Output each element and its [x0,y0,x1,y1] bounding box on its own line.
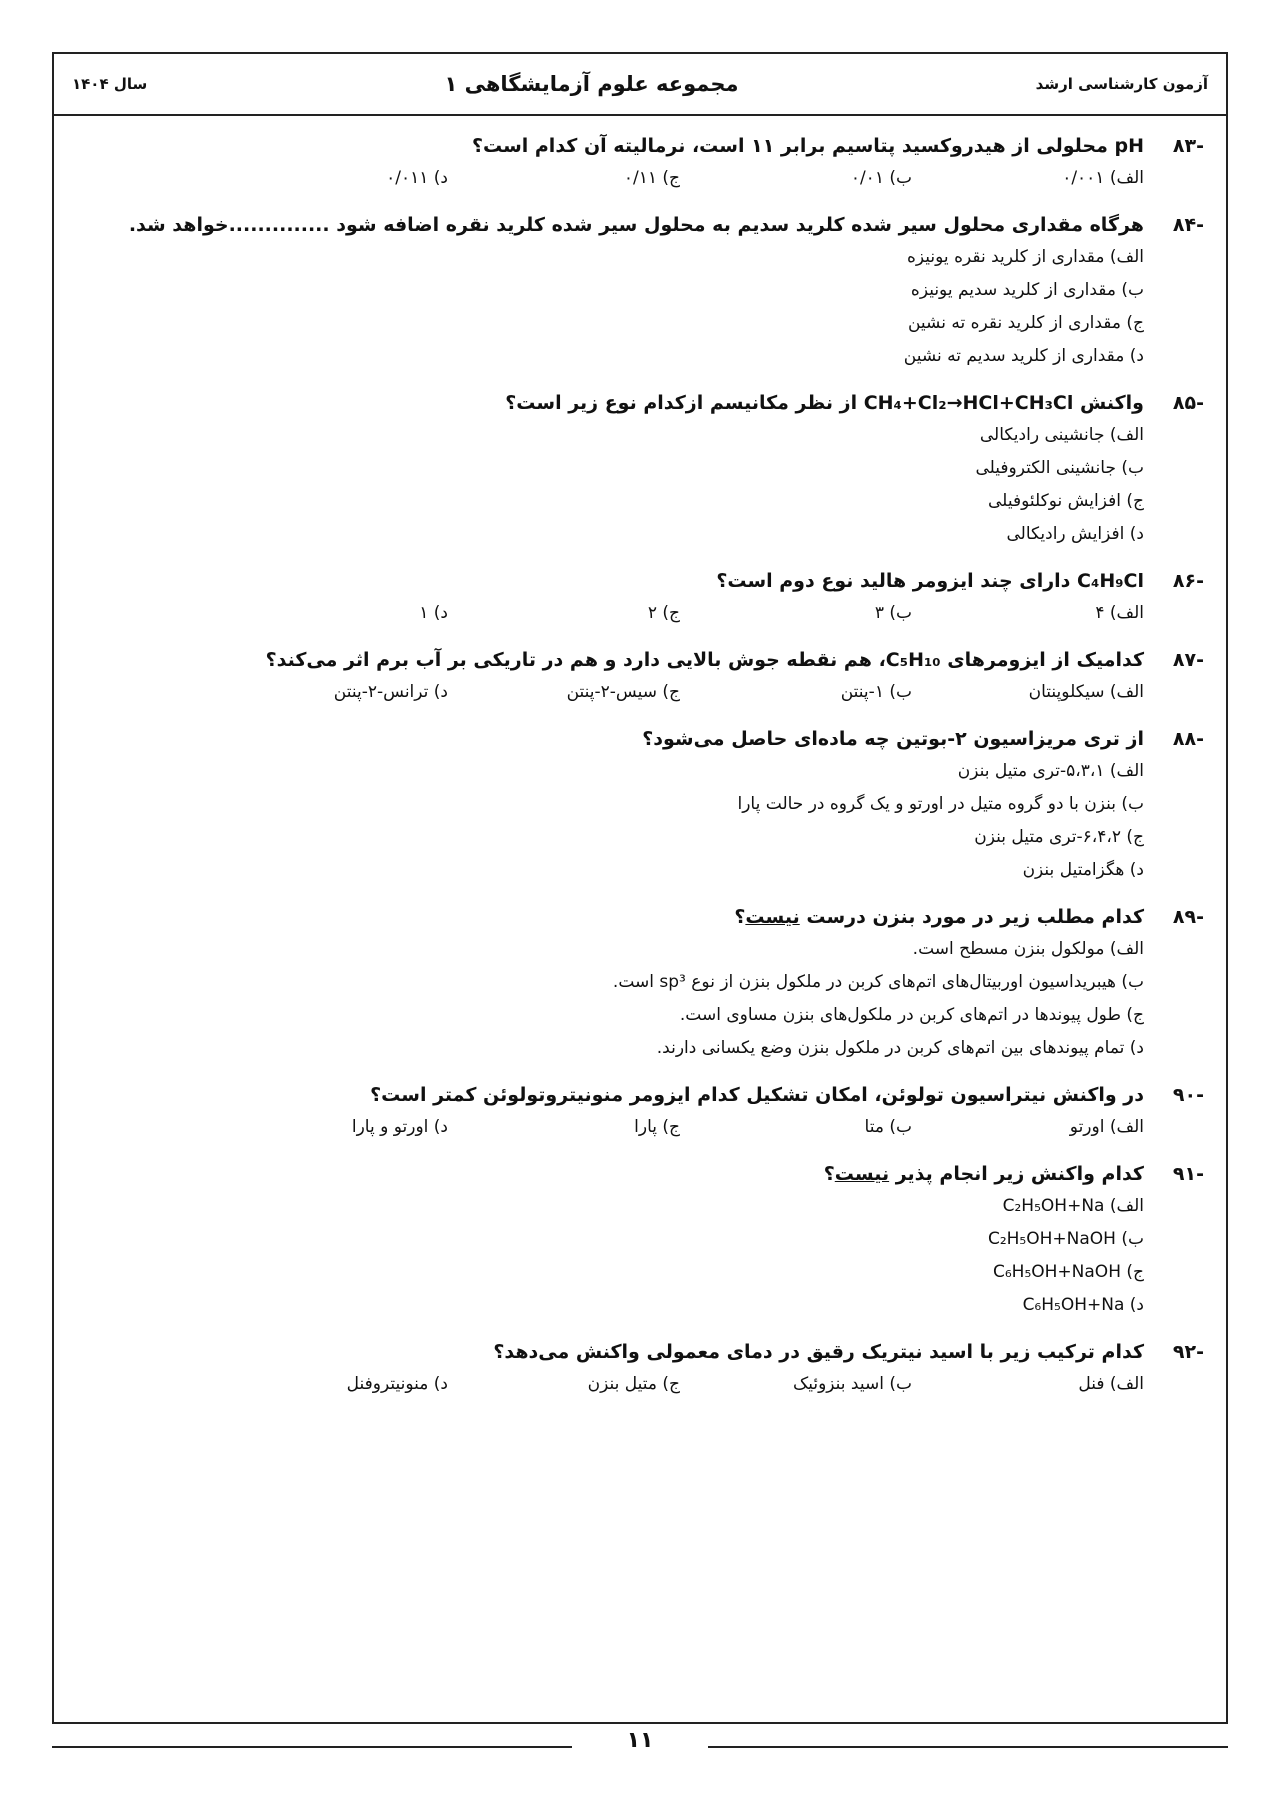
option-c[interactable]: ج) سیس-۲-پنتن [566,682,680,702]
option-d[interactable]: د) هگزامتیل بنزن [1022,860,1144,880]
question-text: pH محلولی از هیدروکسید پتاسیم برابر ۱۱ است، نرمالیته آن کدام است؟ [471,135,1144,157]
option-c[interactable]: ج) پارا [634,1117,680,1137]
option-b[interactable]: ب) C₂H₅OH+NaOH [987,1229,1144,1249]
question-86 [76,565,1204,630]
option-a[interactable]: الف) اورتو [1069,1117,1144,1137]
option-c[interactable]: ج) C₆H₅OH+NaOH [992,1262,1144,1282]
question-92 [76,1336,1204,1401]
question-number: -۸۳ [1172,135,1204,157]
option-d[interactable]: د) مقداری از کلرید سدیم ته نشین [903,346,1144,366]
option-a[interactable]: الف) جانشینی رادیکالی [979,425,1144,445]
question-89 [76,901,1204,1065]
option-d[interactable]: د) اورتو و پارا [351,1117,448,1137]
option-b[interactable]: ب) ۱-پنتن [840,682,912,702]
question-text: از تری مریزاسیون ۲-بوتین چه ماده‌ای حاصل می‌شود؟ [642,728,1144,750]
question-87 [76,644,1204,709]
question-85 [76,387,1204,551]
exam-name: آزمون کارشناسی ارشد [1035,75,1208,93]
question-83 [76,130,1204,195]
page-header [54,54,1226,116]
option-b[interactable]: ب) مقداری از کلرید سدیم یونیزه [910,280,1144,300]
question-text: کدام واکنش زیر انجام پذیر نیست؟ [823,1163,1144,1185]
question-text: در واکنش نیتراسیون تولوئن، امکان تشکیل کدام ایزومر منونیتروتولوئن کمتر است؟ [370,1084,1144,1106]
question-number: -۸۴ [1172,214,1204,236]
question-text: کدامیک از ایزومرهای C₅H₁₀، هم نقطه جوش بالایی دارد و هم در تاریکی بر آب برم اثر می‌کند؟ [265,649,1144,671]
option-a[interactable]: الف) سیکلوپنتان [1028,682,1144,702]
option-a[interactable]: الف) ۰/۰۰۱ [1062,168,1144,188]
option-d[interactable]: د) افزایش رادیکالی [1006,524,1144,544]
option-c[interactable]: ج) ۰/۱۱ [623,168,680,188]
option-c[interactable]: ج) متیل بنزن [587,1374,680,1394]
question-number: -۸۵ [1172,392,1204,414]
option-b[interactable]: ب) اسید بنزوئیک [793,1374,912,1394]
option-b[interactable]: ب) بنزن با دو گروه متیل در اورتو و یک گروه در حالت پارا [737,794,1144,814]
question-number: -۹۰ [1172,1084,1204,1106]
question-number: -۸۷ [1172,649,1204,671]
question-text: واکنش CH₄+Cl₂→HCl+CH₃Cl از نظر مکانیسم ازکدام نوع زیر است؟ [505,387,1144,419]
option-a[interactable]: الف) ۴ [1095,603,1144,623]
question-number: -۸۸ [1172,728,1204,750]
question-88 [76,723,1204,887]
question-text: کدام مطلب زیر در مورد بنزن درست نیست؟ [734,906,1144,928]
option-c[interactable]: ج) مقداری از کلرید نقره ته نشین [907,313,1144,333]
option-b[interactable]: ب) هیبریداسیون اوربیتال‌های اتم‌های کربن در ملکول بنزن از نوع sp³ است. [612,972,1144,992]
option-c[interactable]: ج) افزایش نوکلئوفیلی [988,491,1144,511]
option-d[interactable]: د) ۰/۰۱۱ [386,168,448,188]
option-b[interactable]: ب) متا [864,1117,912,1137]
page-number: ۱۱ [626,1728,654,1753]
option-c[interactable]: ج) طول پیوندها در اتم‌های کربن در ملکول‌های بنزن مساوی است. [679,1005,1144,1025]
underlined-word: نیست [834,1163,890,1185]
exam-year: سال ۱۴۰۴ [72,75,148,93]
question-text: C₄H₉Cl دارای چند ایزومر هالید نوع دوم است؟ [716,570,1144,592]
question-number: -۹۱ [1172,1163,1204,1185]
question-84 [76,209,1204,373]
option-b[interactable]: ب) ۳ [874,603,912,623]
question-number: -۸۹ [1172,906,1204,928]
question-91 [76,1158,1204,1322]
question-90 [76,1079,1204,1144]
footer-rule-left [52,1746,572,1748]
question-text: کدام ترکیب زیر با اسید نیتریک رقیق در دمای معمولی واکنش می‌دهد؟ [493,1341,1144,1363]
page-footer [52,1726,1228,1766]
question-number: -۸۶ [1172,570,1204,592]
option-b[interactable]: ب) جانشینی الکتروفیلی [975,458,1144,478]
option-d[interactable]: د) ۱ [419,603,448,623]
option-b[interactable]: ب) ۰/۰۱ [850,168,912,188]
reaction-formula: CH₄+Cl₂→HCl+CH₃Cl [863,392,1074,414]
option-a[interactable]: الف) مقداری از کلرید نقره یونیزه [907,247,1144,267]
page-frame [52,52,1228,1724]
page-title: مجموعه علوم آزمایشگاهی ۱ [444,72,739,96]
option-c[interactable]: ج) ۶،۴،۲-تری متیل بنزن [974,827,1144,847]
option-a[interactable]: الف) C₂H₅OH+Na [1002,1196,1144,1216]
option-d[interactable]: د) منونیتروفنل [346,1374,448,1394]
option-d[interactable]: د) ترانس-۲-پنتن [333,682,448,702]
underlined-word: نیست [745,906,800,928]
option-a[interactable]: الف) مولکول بنزن مسطح است. [912,939,1144,959]
question-text: هرگاه مقداری محلول سیر شده کلرید سدیم به محلول سیر شده کلرید نقره اضافه شود ..............خواهد شد. [128,214,1144,236]
option-d[interactable]: د) C₆H₅OH+Na [1022,1295,1144,1315]
question-number: -۹۲ [1172,1341,1204,1363]
option-a[interactable]: الف) ۵،۳،۱-تری متیل بنزن [957,761,1144,781]
option-a[interactable]: الف) فنل [1078,1374,1144,1394]
option-c[interactable]: ج) ۲ [647,603,680,623]
option-d[interactable]: د) تمام پیوندهای بین اتم‌های کربن در ملکول بنزن وضع یکسانی دارند. [656,1038,1144,1058]
questions-list [54,116,1226,1401]
